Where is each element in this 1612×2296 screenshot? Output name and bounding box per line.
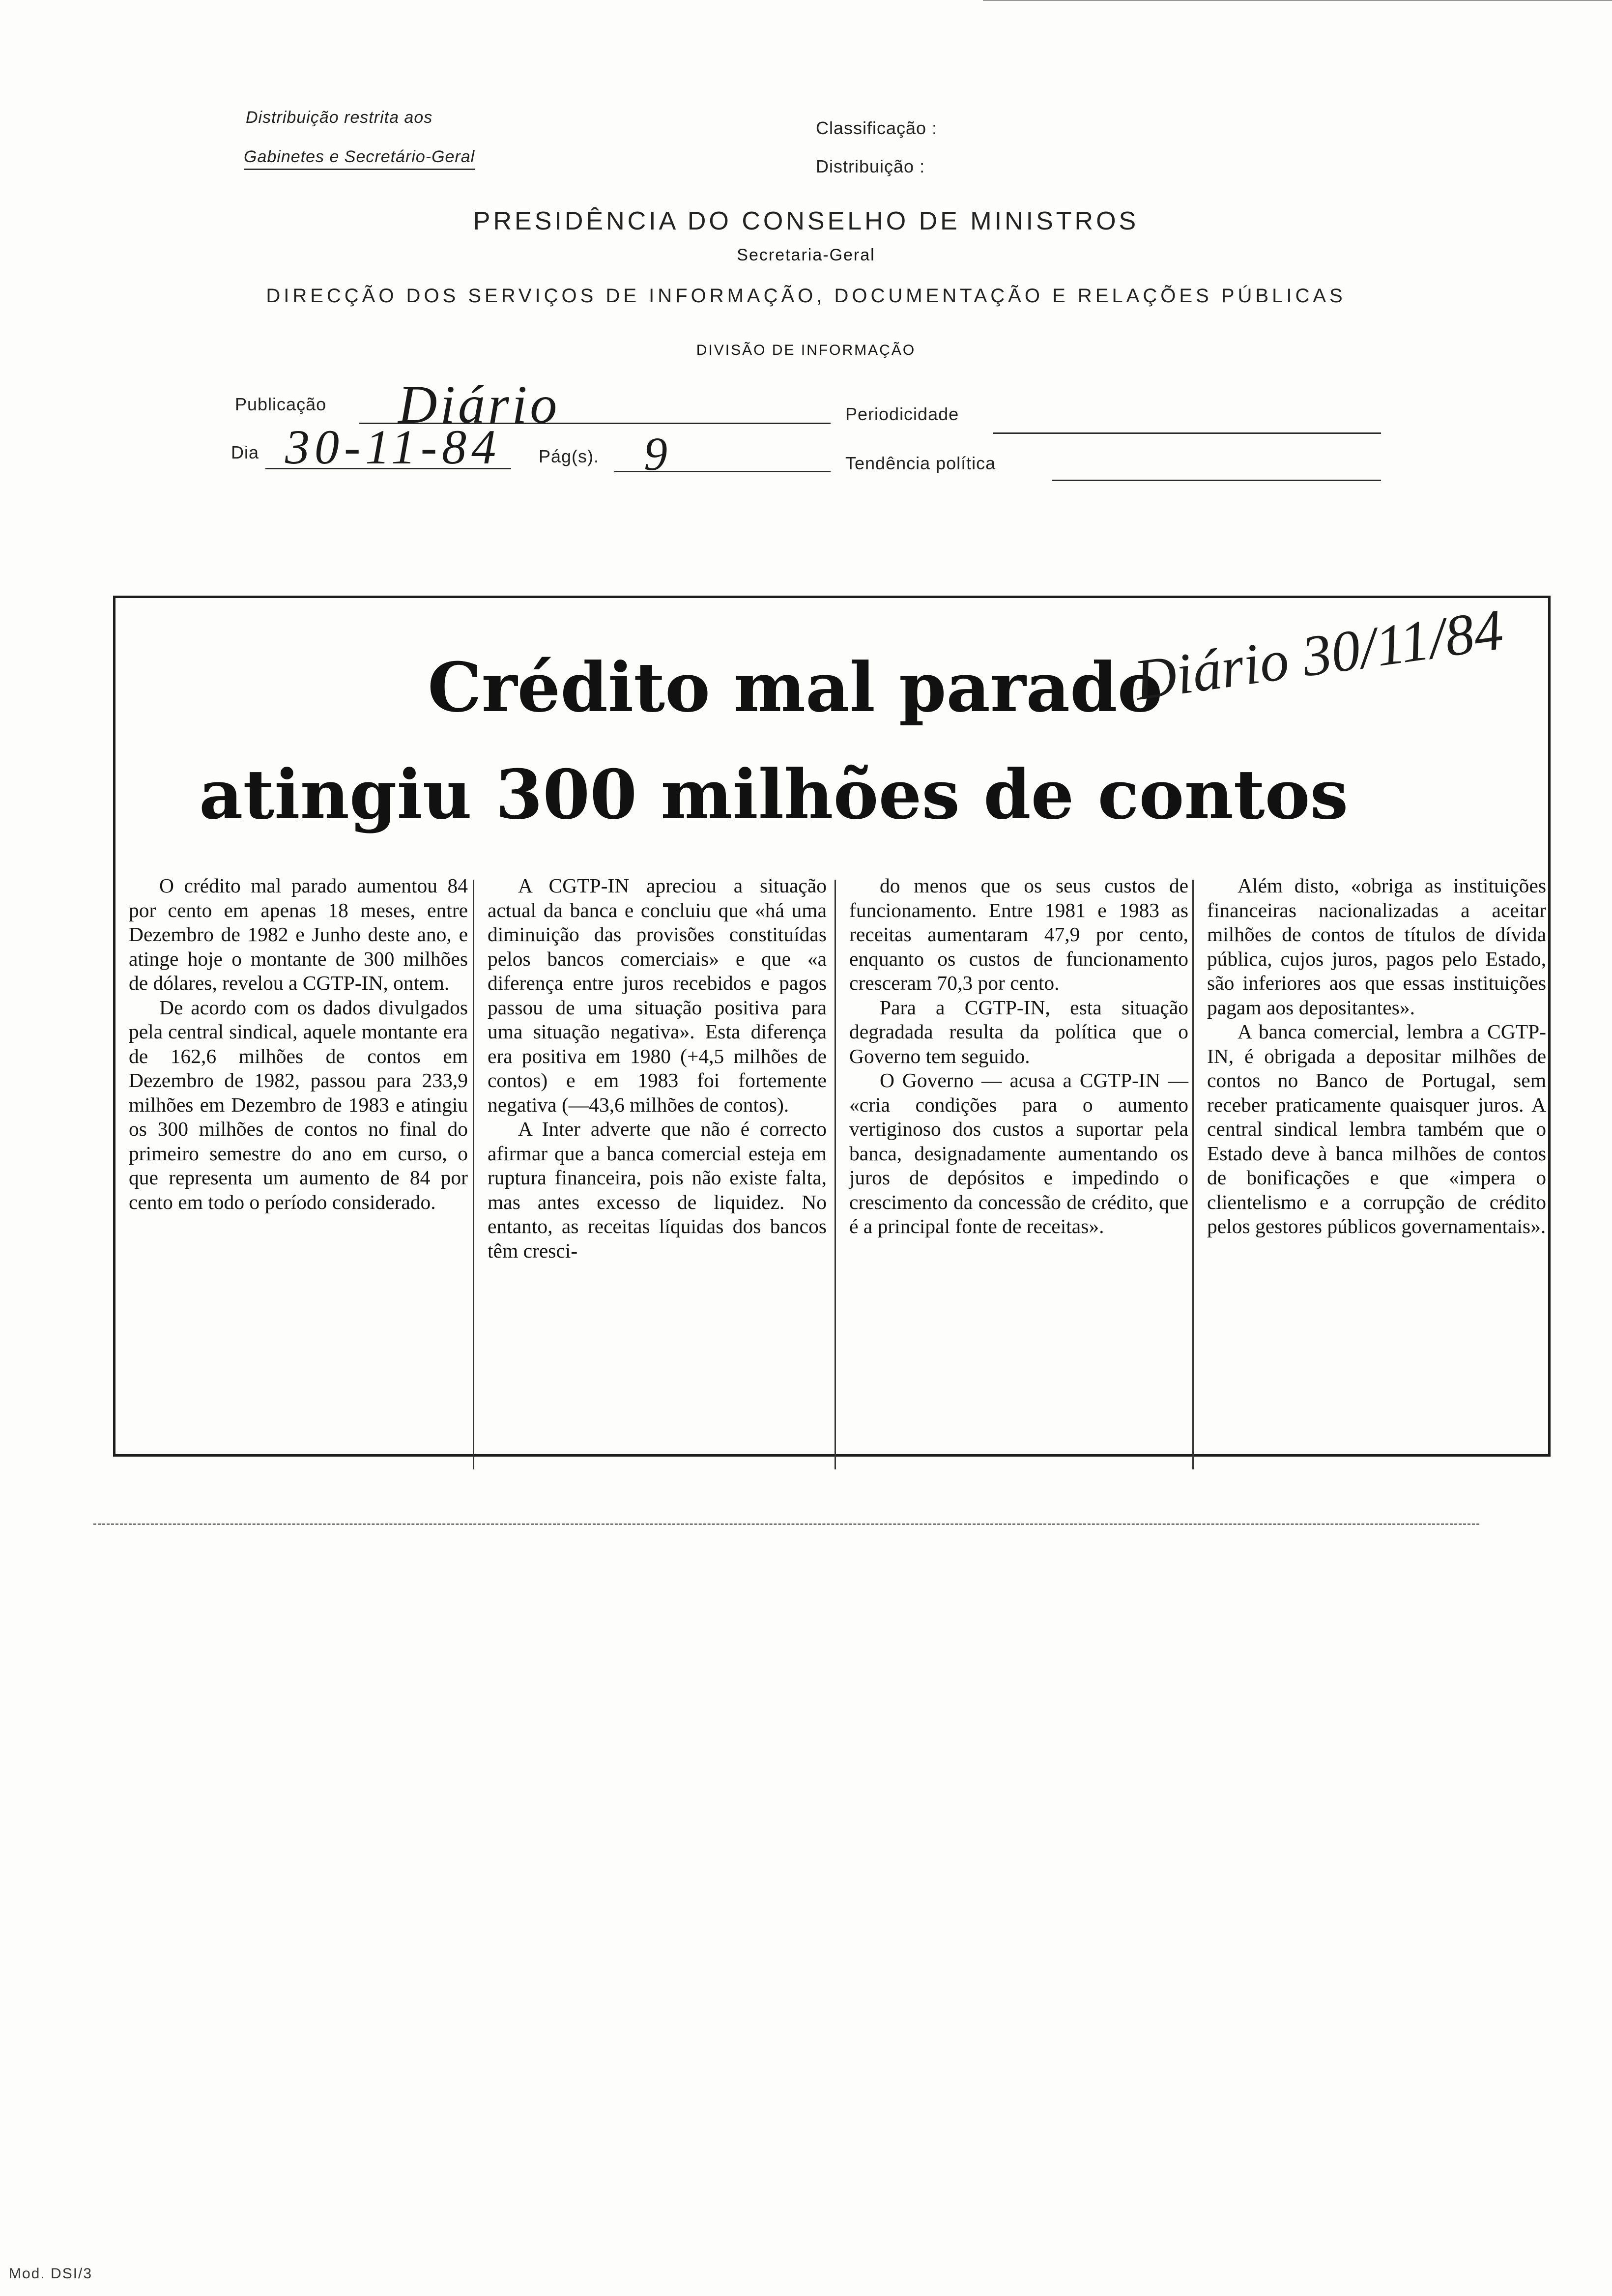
institution-title: PRESIDÊNCIA DO CONSELHO DE MINISTROS: [473, 207, 1139, 235]
form-code: Mod. DSI/3: [9, 2266, 93, 2282]
column-1-paragraph-2: De acordo com os dados divulgados pela central sindical, aquele montante era de 162,6 milhões de contos em Dezembro de 1982, passou para 233,9 milhões em Dezembro de 1983 e atingiu os 300 milhões de contos no final do primeiro semestre do ano em curso, o que representa um aumento de 84 por cento em todo o período considerado.: [129, 996, 468, 1213]
column-1-paragraph-1: O crédito mal parado aumentou 84 por cento em apenas 18 meses, entre Dezembro de 1982 e Junho deste ano, e atinge hoje o montante de 300 milhões de dólares, revelou a CGTP-IN, ontem.: [129, 874, 468, 994]
tendency-label: Tendência política: [845, 453, 996, 473]
article-column-4: [1207, 874, 1546, 1239]
headline-line-2: atingiu 300 milhões de contos: [199, 754, 1349, 834]
column-2-paragraph-1: A CGTP-IN apreciou a situação actual da banca e concluiu que «há uma diminuição das provisões constituídas pelos bancos comerciais» e que «a diferença entre juros recebidos e pagos passou de uma situação positiva para uma situação negativa». Esta diferença era positiva em 1980 (+4,5 milhões de contos) e em 1983 foi fortemente negativa (—43,6 milhões de contos).: [488, 874, 827, 1116]
pages-label: Pág(s).: [539, 446, 600, 466]
day-handwritten-value: 30-11-84: [285, 420, 501, 474]
pages-handwritten-value: 9: [644, 428, 667, 480]
distribution-label: Distribuição :: [816, 156, 925, 176]
division-title: DIVISÃO DE INFORMAÇÃO: [696, 342, 916, 358]
distribution-recipients: Gabinetes e Secretário-Geral: [244, 147, 475, 170]
scan-smudge-line: [93, 1523, 1479, 1525]
column-2-paragraph-2: A Inter adverte que não é correcto afirmar que a banca comercial esteja em ruptura financeira, pois não existe falta, mas antes excesso de liquidez. No entanto, as receitas líquidas dos bancos têm cresci-: [488, 1118, 827, 1262]
column-4-paragraph-1: Além disto, «obriga as instituições financeiras nacionalizadas a aceitar milhões de contos de títulos de dívida pública, cujos juros, pagos pelo Estado, são inferiores aos que essas instituições pagam aos depositantes».: [1207, 874, 1546, 1019]
publication-label: Publicação: [235, 394, 327, 414]
article-column-2: [488, 874, 827, 1263]
headline-line-1: Crédito mal parado: [428, 647, 1163, 727]
secretariat-subtitle: Secretaria-Geral: [737, 246, 875, 264]
periodicity-field-line: [993, 432, 1381, 434]
column-3-paragraph-2: Para a CGTP-IN, esta situação degradada resulta da política que o Governo tem seguido.: [849, 996, 1188, 1067]
day-label: Dia: [231, 442, 259, 462]
article-column-1: [129, 874, 468, 1214]
column-3-paragraph-1: do menos que os seus custos de funcionamento. Entre 1981 e 1983 as receitas aumentaram 47,9 por cento, enquanto os custos de funcionamento cresceram 70,3 por cento.: [849, 874, 1188, 994]
classification-label: Classificação :: [816, 118, 938, 138]
column-rule-3: [1192, 880, 1194, 1469]
scan-top-edge: [983, 0, 1612, 1]
column-3-paragraph-3: O Governo — acusa a CGTP-IN — «cria condições para o aumento vertiginoso dos custos a suportar pela banca, designadamente aumentando os juros de depósitos e impedindo o crescimento da concessão de crédito, que é a principal fonte de receitas».: [849, 1069, 1188, 1237]
publication-handwritten-value: Diário: [398, 374, 560, 434]
directorate-title: DIRECÇÃO DOS SERVIÇOS DE INFORMAÇÃO, DOCUMENTAÇÃO E RELAÇÕES PÚBLICAS: [266, 285, 1346, 307]
column-4-paragraph-2: A banca comercial, lembra a CGTP-IN, é obrigada a depositar milhões de contos no Banco de Portugal, sem receber praticamente quaisquer juros. A central sindical lembra também que o Estado deve à banca milhões de contos de bonificações e que «impera o clientelismo e a corrupção de crédito pelos gestores públicos governamentais».: [1207, 1020, 1546, 1237]
periodicity-label: Periodicidade: [845, 404, 959, 424]
handwritten-annotation: Diário 30/11/84: [1130, 597, 1507, 713]
tendency-field-line: [1052, 480, 1381, 481]
column-rule-2: [835, 880, 836, 1469]
column-rule-1: [473, 880, 474, 1469]
distribution-restricted: Distribuição restrita aos: [246, 108, 433, 127]
article-column-3: [849, 874, 1188, 1239]
